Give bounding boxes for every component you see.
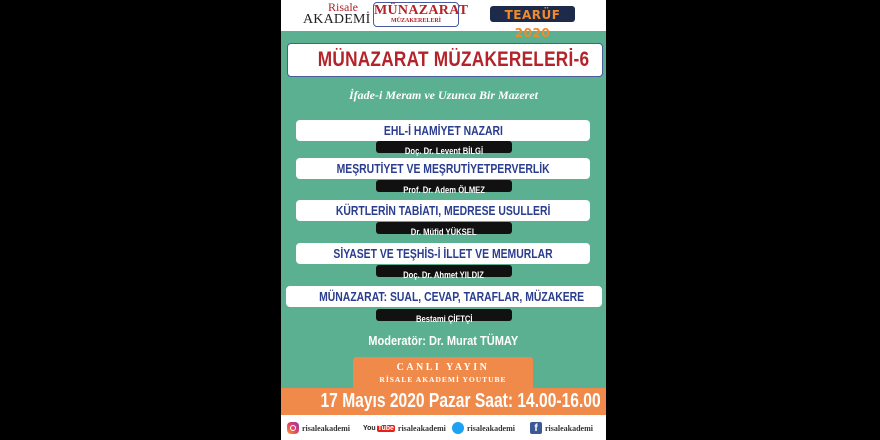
poster-subtitle: İfade-i Meram ve Uzunca Bir Mazeret xyxy=(349,88,538,102)
instagram-handle: risaleakademi xyxy=(302,423,350,433)
tearuf-2020-logo xyxy=(490,6,575,40)
social-footer xyxy=(281,415,606,440)
twitter-handle: risaleakademi xyxy=(467,423,515,433)
facebook-icon: f xyxy=(530,422,542,434)
talk-title-box xyxy=(296,120,590,141)
logo-akademi-text: AKADEMİ xyxy=(303,12,371,27)
live-channel: RİSALE AKADEMİ YOUTUBE xyxy=(379,375,507,384)
instagram-icon xyxy=(287,422,299,434)
date-time-text: 17 Mayıs 2020 Pazar Saat: 14.00-16.00 xyxy=(320,390,601,412)
poster-title: MÜNAZARAT MÜZAKERELERİ-6 xyxy=(317,48,590,71)
talk-title: SİYASET VE TEŞHİS-İ İLLET VE MEMURLAR xyxy=(333,246,553,261)
moderator-text: Moderatör: Dr. Murat TÜMAY xyxy=(368,333,519,348)
logo-muzakereleri-text: MÜZAKERELERİ xyxy=(390,18,441,24)
speaker-name: Doç. Dr. Ahmet YILDIZ xyxy=(403,270,485,280)
talk-title: MEŞRUTİYET VE MEŞRUTİYETPERVERLİK xyxy=(336,161,550,176)
talk-title: MÜNAZARAT: SUAL, CEVAP, TARAFLAR, MÜZAKERE xyxy=(319,289,585,304)
poster-header xyxy=(281,0,606,40)
youtube-icon: You Tube xyxy=(363,424,394,432)
event-poster xyxy=(281,0,606,440)
risale-akademi-logo xyxy=(303,0,371,30)
live-label: CANLI YAYIN xyxy=(396,362,490,373)
social-youtube xyxy=(363,421,446,435)
talk-title-box xyxy=(296,158,590,179)
moderator-line xyxy=(281,333,606,349)
logo-munazarat-text: MÜNAZARAT xyxy=(374,3,469,18)
talk-title: EHL-İ HAMİYET NAZARI xyxy=(383,123,503,138)
talk-title-box xyxy=(296,200,590,221)
talk-title: KÜRTLERİN TABİATI, MEDRESE USULLERİ xyxy=(335,203,551,218)
live-stream-box xyxy=(353,357,533,390)
speaker-pill xyxy=(376,141,512,156)
twitter-icon xyxy=(452,422,464,434)
poster-title-box xyxy=(287,43,603,77)
logo-risale-text: Risale xyxy=(328,0,358,14)
date-time-band xyxy=(281,388,606,415)
talk-title-box xyxy=(286,286,602,307)
speaker-name: Bestami ÇİFTÇİ xyxy=(415,314,473,324)
speaker-pill xyxy=(376,180,512,195)
speaker-pill xyxy=(376,222,512,237)
munazarat-muzakereleri-logo xyxy=(373,2,469,27)
speaker-name: Prof. Dr. Adem ÖLMEZ xyxy=(403,185,485,195)
talk-title-box xyxy=(296,243,590,264)
speaker-pill xyxy=(376,309,512,324)
speaker-name: Dr. Müfid YÜKSEL xyxy=(411,227,477,237)
speaker-name: Doç. Dr. Levent BİLGİ xyxy=(404,146,484,156)
youtube-handle: risaleakademi xyxy=(397,423,446,433)
social-twitter xyxy=(452,421,515,435)
facebook-handle: risaleakademi xyxy=(545,423,593,433)
speaker-pill xyxy=(376,265,512,280)
social-facebook xyxy=(530,421,593,435)
social-instagram xyxy=(287,421,350,435)
logo-tearuf-text: TEARÜF 2020 xyxy=(504,8,561,40)
